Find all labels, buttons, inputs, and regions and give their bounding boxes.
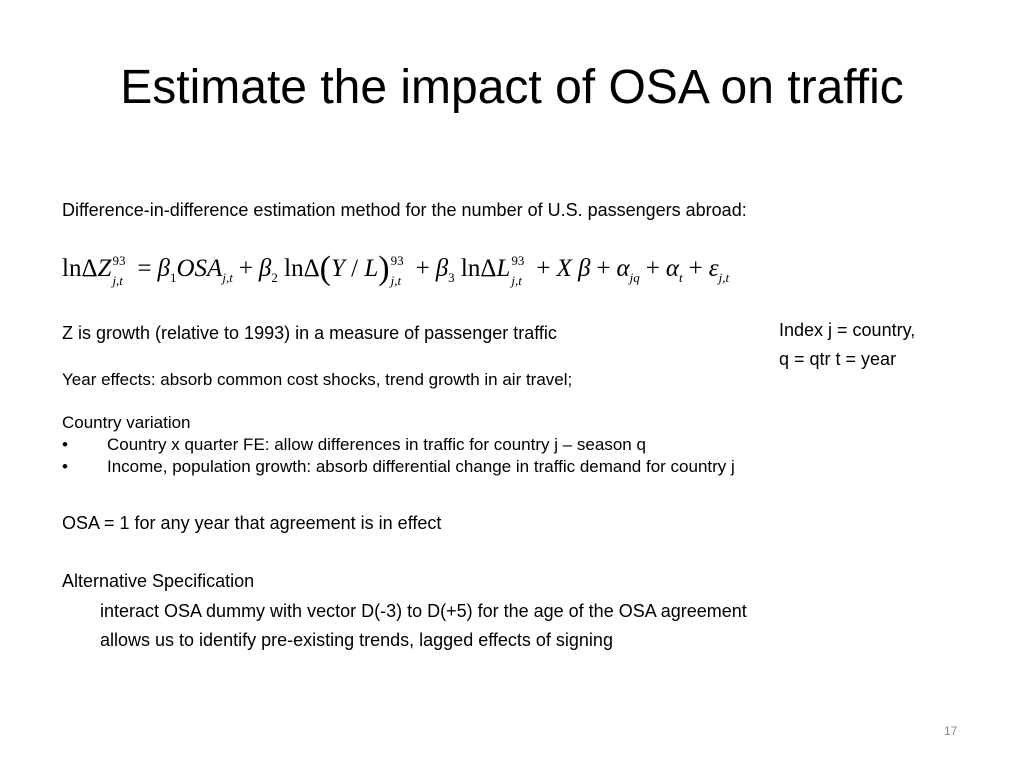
year-effects: Year effects: absorb common cost shocks, trend growth in air travel; <box>62 370 573 389</box>
eq-ln-2: ln <box>284 255 304 282</box>
index-note-line-2: q = qtr t = year <box>779 349 897 369</box>
eq-yl-indices <box>391 254 404 287</box>
eq-beta3: β <box>435 255 449 282</box>
bullet-item-income-population <box>62 457 735 477</box>
eq-beta1-sub: 1 <box>170 270 177 285</box>
eq-z: Z <box>97 255 112 282</box>
eq-l-2: L <box>496 255 511 282</box>
eq-plus-5: + <box>645 255 660 282</box>
eq-beta: β <box>577 255 591 282</box>
eq-yl-base-year: 93 <box>390 252 404 268</box>
eq-alpha-jq: α <box>616 255 630 282</box>
eq-beta2-sub: 2 <box>271 270 278 285</box>
eq-beta3-sub: 3 <box>448 270 455 285</box>
eq-plus-6: + <box>688 255 703 282</box>
eq-plus-1: + <box>238 255 253 282</box>
eq-osa-index: j,t <box>222 270 233 285</box>
eq-osa: OSA <box>176 255 223 282</box>
eq-z-indices <box>112 254 125 287</box>
eq-x: X <box>556 255 572 282</box>
page-number: 17 <box>944 724 958 738</box>
method-intro: Difference-in-difference estimation method for the number of U.S. passengers abroad: <box>62 200 747 220</box>
eq-l-index: j,t <box>511 272 522 288</box>
eq-z-index: j,t <box>112 272 123 288</box>
alternative-line-1: interact OSA dummy with vector D(-3) to D(+5) for the age of the OSA agreement <box>100 601 747 621</box>
eq-yl-index: j,t <box>390 272 402 288</box>
eq-l-base-year: 93 <box>511 252 525 268</box>
bullet-icon: • <box>62 457 68 476</box>
eq-l-indices <box>511 254 524 287</box>
slide-title: Estimate the impact of OSA on traffic <box>120 61 904 114</box>
osa-definition: OSA = 1 for any year that agreement is in effect <box>62 513 442 533</box>
eq-alpha-t: α <box>665 255 680 282</box>
eq-alpha-jq-index: jq <box>629 270 640 285</box>
index-note-line-1: Index j = country, <box>779 320 916 340</box>
eq-ln: ln <box>62 255 82 282</box>
eq-ln-3: ln <box>460 255 481 282</box>
bullet-text: Income, population growth: absorb differential change in traffic demand for country j <box>107 457 735 476</box>
eq-delta-3: Δ <box>480 255 497 282</box>
eq-beta1: β <box>157 255 170 282</box>
eq-plus-3: + <box>536 255 551 282</box>
alternative-line-2: allows us to identify pre-existing trends, lagged effects of signing <box>100 630 613 650</box>
z-definition: Z is growth (relative to 1993) in a measure of passenger traffic <box>62 323 557 343</box>
regression-equation <box>62 246 729 292</box>
eq-equals: = <box>137 255 152 282</box>
eq-delta-2: Δ <box>303 255 320 282</box>
bullet-item-country-quarter <box>62 435 646 455</box>
alternative-specification-heading: Alternative Specification <box>62 571 255 591</box>
eq-beta2: β <box>258 255 272 282</box>
eq-l: L <box>364 255 379 282</box>
eq-delta: Δ <box>81 255 98 282</box>
bullet-text: Country x quarter FE: allow differences in traffic for country j – season q <box>107 435 646 454</box>
eq-plus-2: + <box>415 255 430 282</box>
bullet-icon: • <box>62 435 68 454</box>
eq-plus-4: + <box>596 255 611 282</box>
eq-alpha-t-index: t <box>679 270 683 285</box>
eq-y: Y <box>330 255 345 282</box>
eq-z-base-year: 93 <box>112 252 126 268</box>
eq-slash: / <box>351 255 359 282</box>
eq-epsilon-index: j,t <box>718 270 730 285</box>
eq-close-paren: ) <box>378 250 390 287</box>
eq-epsilon: ε <box>708 255 719 282</box>
country-variation-heading: Country variation <box>62 413 191 432</box>
eq-open-paren: ( <box>319 250 331 287</box>
